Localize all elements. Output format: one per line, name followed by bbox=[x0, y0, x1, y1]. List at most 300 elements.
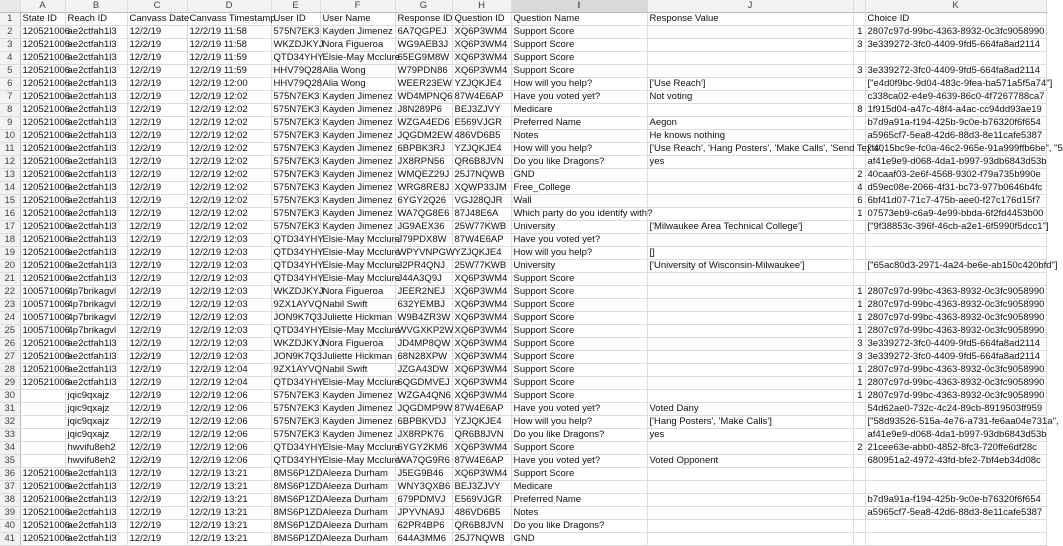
table-cell[interactable]: 25J7NQWB bbox=[452, 169, 511, 182]
row-number[interactable]: 2 bbox=[0, 26, 20, 39]
table-cell[interactable]: GND bbox=[511, 169, 647, 182]
table-cell[interactable] bbox=[853, 429, 865, 442]
table-cell[interactable]: ["65ac80d3-2971-4a24-be6e-ab150c420bfd"] bbox=[865, 260, 1046, 273]
table-cell[interactable]: Choice ID bbox=[865, 13, 1046, 26]
table-cell[interactable]: JEER2NEJ bbox=[395, 286, 452, 299]
table-cell[interactable]: Kayden Jimenez bbox=[320, 117, 395, 130]
table-cell[interactable]: 2807c97d-99bc-4363-8932-0c3fc9058990 bbox=[865, 377, 1046, 390]
row-number[interactable]: 23 bbox=[0, 299, 20, 312]
table-cell[interactable]: 12/2/19 13:21 bbox=[187, 507, 271, 520]
table-cell[interactable]: 120521006 bbox=[20, 156, 65, 169]
table-cell[interactable]: 120521006 bbox=[20, 364, 65, 377]
table-cell[interactable]: 120521006 bbox=[20, 91, 65, 104]
table-cell[interactable]: QR6B8JVN bbox=[452, 156, 511, 169]
table-cell[interactable]: 12/2/19 12:03 bbox=[187, 286, 271, 299]
table-cell[interactable]: WNY3QXB6 bbox=[395, 481, 452, 494]
table-cell[interactable]: Medicare bbox=[511, 104, 647, 117]
table-cell[interactable]: 3 bbox=[853, 39, 865, 52]
column-header-d[interactable]: D bbox=[187, 0, 271, 13]
table-cell[interactable]: QTD34YHY bbox=[271, 442, 320, 455]
table-cell[interactable] bbox=[647, 442, 853, 455]
row-number[interactable]: 30 bbox=[0, 390, 20, 403]
table-cell[interactable]: ae2ctfah1l3 bbox=[65, 247, 127, 260]
table-cell[interactable]: 575N7EK3 bbox=[271, 390, 320, 403]
table-cell[interactable]: Not voting bbox=[647, 91, 853, 104]
table-cell[interactable]: QTD34YHY bbox=[271, 52, 320, 65]
table-cell[interactable] bbox=[853, 494, 865, 507]
table-cell[interactable]: ["4015bc9e-fc0a-46c2-965e-91a999ffb6be", "5 bbox=[865, 143, 1046, 156]
table-cell[interactable]: J79PDX8W bbox=[395, 234, 452, 247]
row-number[interactable]: 1 bbox=[0, 13, 20, 26]
table-cell[interactable] bbox=[647, 52, 853, 65]
table-cell[interactable] bbox=[647, 182, 853, 195]
table-cell[interactable]: 25W77KWB bbox=[452, 260, 511, 273]
table-cell[interactable] bbox=[20, 416, 65, 429]
table-cell[interactable] bbox=[647, 65, 853, 78]
table-cell[interactable]: WA7QG9R6 bbox=[395, 455, 452, 468]
table-cell[interactable] bbox=[647, 468, 853, 481]
row-number[interactable]: 19 bbox=[0, 247, 20, 260]
table-cell[interactable]: 12/2/19 11:59 bbox=[187, 52, 271, 65]
table-cell[interactable]: 3e339272-3fc0-4409-9fd5-664fa8ad2114 bbox=[865, 351, 1046, 364]
table-cell[interactable]: WKZDJKYJ bbox=[271, 286, 320, 299]
table-cell[interactable] bbox=[853, 234, 865, 247]
table-cell[interactable]: How will you help? bbox=[511, 247, 647, 260]
table-cell[interactable]: 12/2/19 bbox=[127, 377, 187, 390]
table-cell[interactable]: QTD34YHY bbox=[271, 260, 320, 273]
table-cell[interactable]: jqic9qxajz bbox=[65, 429, 127, 442]
row-number[interactable]: 5 bbox=[0, 65, 20, 78]
table-cell[interactable]: 575N7EK3 bbox=[271, 169, 320, 182]
table-cell[interactable]: Nora Figueroa bbox=[320, 338, 395, 351]
table-cell[interactable]: 25J7NQWB bbox=[452, 533, 511, 546]
table-cell[interactable]: 2807c97d-99bc-4363-8932-0c3fc9058990 bbox=[865, 325, 1046, 338]
table-cell[interactable]: ["e4d0f9bc-9d04-483c-9fea-ba571a5f5a74"] bbox=[865, 78, 1046, 91]
table-cell[interactable]: 120521006 bbox=[20, 494, 65, 507]
table-cell[interactable] bbox=[20, 403, 65, 416]
table-cell[interactable]: Elsie-May Mcclure bbox=[320, 325, 395, 338]
table-cell[interactable]: 679PDMVJ bbox=[395, 494, 452, 507]
table-cell[interactable]: XQWP33JM bbox=[452, 182, 511, 195]
table-cell[interactable]: BEJ3ZJVY bbox=[452, 104, 511, 117]
table-cell[interactable]: Preferred Name bbox=[511, 494, 647, 507]
row-number[interactable]: 31 bbox=[0, 403, 20, 416]
table-cell[interactable] bbox=[647, 312, 853, 325]
table-cell[interactable] bbox=[853, 247, 865, 260]
table-cell[interactable]: Kayden Jimenez bbox=[320, 130, 395, 143]
table-cell[interactable]: 1 bbox=[853, 286, 865, 299]
table-cell[interactable]: Support Score bbox=[511, 312, 647, 325]
table-cell[interactable]: XQ6P3WM4 bbox=[452, 325, 511, 338]
table-cell[interactable]: QTD34YHY bbox=[271, 273, 320, 286]
table-cell[interactable]: 62PR4BP6 bbox=[395, 520, 452, 533]
table-cell[interactable] bbox=[647, 351, 853, 364]
row-number[interactable]: 21 bbox=[0, 273, 20, 286]
table-cell[interactable]: 12/2/19 bbox=[127, 156, 187, 169]
table-cell[interactable]: jqic9qxajz bbox=[65, 416, 127, 429]
table-cell[interactable]: 12/2/19 bbox=[127, 533, 187, 546]
table-cell[interactable]: Kayden Jimenez bbox=[320, 91, 395, 104]
table-cell[interactable]: 1 bbox=[853, 377, 865, 390]
select-all-corner[interactable] bbox=[0, 0, 20, 13]
table-cell[interactable]: ['Use Reach', 'Hang Posters', 'Make Calls', 'Send Texts', bbox=[647, 143, 853, 156]
table-cell[interactable] bbox=[647, 377, 853, 390]
table-cell[interactable]: QTD34YHY bbox=[271, 377, 320, 390]
table-cell[interactable]: 575N7EK3 bbox=[271, 130, 320, 143]
table-cell[interactable]: 12/2/19 bbox=[127, 26, 187, 39]
table-cell[interactable]: J44A3Q9J bbox=[395, 273, 452, 286]
table-cell[interactable]: 120521006 bbox=[20, 117, 65, 130]
table-cell[interactable]: 575N7EK3 bbox=[271, 104, 320, 117]
table-cell[interactable] bbox=[853, 221, 865, 234]
table-cell[interactable]: ae2ctfah1l3 bbox=[65, 533, 127, 546]
table-cell[interactable]: Kayden Jimenez bbox=[320, 143, 395, 156]
table-cell[interactable]: Wall bbox=[511, 195, 647, 208]
table-cell[interactable]: JX8RPK76 bbox=[395, 429, 452, 442]
table-cell[interactable]: 575N7EK3 bbox=[271, 117, 320, 130]
table-cell[interactable]: ae2ctfah1l3 bbox=[65, 156, 127, 169]
table-cell[interactable]: JQGDMP9W bbox=[395, 403, 452, 416]
table-cell[interactable]: 12/2/19 13:21 bbox=[187, 481, 271, 494]
table-cell[interactable]: 120521006 bbox=[20, 78, 65, 91]
table-cell[interactable]: JD4MP8QW bbox=[395, 338, 452, 351]
table-cell[interactable]: 12/2/19 12:03 bbox=[187, 338, 271, 351]
table-cell[interactable]: XQ6P3WM4 bbox=[452, 65, 511, 78]
table-cell[interactable] bbox=[20, 455, 65, 468]
table-cell[interactable]: 9ZX1AYVQ bbox=[271, 299, 320, 312]
table-cell[interactable]: 3e339272-3fc0-4409-9fd5-664fa8ad2114 bbox=[865, 65, 1046, 78]
row-number[interactable]: 34 bbox=[0, 442, 20, 455]
table-cell[interactable]: 1 bbox=[853, 325, 865, 338]
table-cell[interactable]: Elsie-May Mcclure bbox=[320, 377, 395, 390]
table-cell[interactable]: Aleeza Durham bbox=[320, 507, 395, 520]
table-cell[interactable]: Aegon bbox=[647, 117, 853, 130]
table-cell[interactable]: 2807c97d-99bc-4363-8932-0c3fc9058990 bbox=[865, 299, 1046, 312]
table-cell[interactable]: XQ6P3WM4 bbox=[452, 39, 511, 52]
table-cell[interactable]: E569VJGR bbox=[452, 494, 511, 507]
table-cell[interactable]: Have you voted yet? bbox=[511, 403, 647, 416]
table-cell[interactable]: ae2ctfah1l3 bbox=[65, 143, 127, 156]
table-cell[interactable]: 12/2/19 12:00 bbox=[187, 78, 271, 91]
table-cell[interactable]: 1 bbox=[853, 364, 865, 377]
table-cell[interactable]: Juliette Hickman bbox=[320, 312, 395, 325]
table-cell[interactable]: XQ6P3WM4 bbox=[452, 299, 511, 312]
row-number[interactable]: 17 bbox=[0, 221, 20, 234]
table-cell[interactable]: d59ec08e-2066-4f31-bc73-977b0646b4fc bbox=[865, 182, 1046, 195]
table-cell[interactable]: Alia Wong bbox=[320, 65, 395, 78]
table-cell[interactable]: 9ZX1AYVQ bbox=[271, 364, 320, 377]
table-cell[interactable]: c338ca02-e4e9-4639-86c0-4f7267788ca7 bbox=[865, 91, 1046, 104]
table-cell[interactable]: 87J48E6A bbox=[452, 208, 511, 221]
table-cell[interactable]: Support Score bbox=[511, 442, 647, 455]
table-cell[interactable]: ae2ctfah1l3 bbox=[65, 260, 127, 273]
table-cell[interactable]: 12/2/19 12:03 bbox=[187, 273, 271, 286]
table-cell[interactable]: ae2ctfah1l3 bbox=[65, 273, 127, 286]
table-cell[interactable]: Elsie-May Mcclure bbox=[320, 442, 395, 455]
table-cell[interactable]: 1 bbox=[853, 390, 865, 403]
table-cell[interactable]: 120521006 bbox=[20, 130, 65, 143]
table-cell[interactable]: 12/2/19 bbox=[127, 390, 187, 403]
table-cell[interactable]: JQGDM2EW bbox=[395, 130, 452, 143]
table-cell[interactable] bbox=[865, 520, 1046, 533]
table-cell[interactable]: WMQEZ29J bbox=[395, 169, 452, 182]
table-cell[interactable]: 120521006 bbox=[20, 481, 65, 494]
table-cell[interactable]: 6BPBK3RJ bbox=[395, 143, 452, 156]
table-cell[interactable]: 486VD6B5 bbox=[452, 130, 511, 143]
table-cell[interactable]: 12/2/19 bbox=[127, 403, 187, 416]
table-cell[interactable]: 12/2/19 12:06 bbox=[187, 455, 271, 468]
table-cell[interactable]: Juliette Hickman bbox=[320, 351, 395, 364]
table-cell[interactable]: 1f915d04-a47c-48f4-a4ac-cc94dd93ae19 bbox=[865, 104, 1046, 117]
table-cell[interactable]: ['Use Reach'] bbox=[647, 78, 853, 91]
table-cell[interactable]: ['Milwaukee Area Technical College'] bbox=[647, 221, 853, 234]
table-cell[interactable]: ae2ctfah1l3 bbox=[65, 195, 127, 208]
table-cell[interactable]: 6YGY2KM6 bbox=[395, 442, 452, 455]
table-cell[interactable]: 54d62ae0-732c-4c24-89cb-8919503ff959 bbox=[865, 403, 1046, 416]
table-cell[interactable]: b7d9a91a-f194-425b-9c0e-b76320f6f654 bbox=[865, 494, 1046, 507]
table-cell[interactable]: 12/2/19 bbox=[127, 247, 187, 260]
table-cell[interactable]: Have you voted yet? bbox=[511, 91, 647, 104]
table-cell[interactable]: 12/2/19 bbox=[127, 416, 187, 429]
table-cell[interactable]: 87W4E6AP bbox=[452, 91, 511, 104]
table-cell[interactable]: WPYVNPGW bbox=[395, 247, 452, 260]
table-cell[interactable]: 12/2/19 bbox=[127, 364, 187, 377]
table-cell[interactable]: ae2ctfah1l3 bbox=[65, 91, 127, 104]
table-cell[interactable]: 12/2/19 12:02 bbox=[187, 195, 271, 208]
table-cell[interactable]: ae2ctfah1l3 bbox=[65, 65, 127, 78]
table-cell[interactable]: 120521006 bbox=[20, 182, 65, 195]
table-cell[interactable]: ["58d93526-515a-4e76-a731-fe6aa04e731a", bbox=[865, 416, 1046, 429]
table-cell[interactable]: 100571006 bbox=[20, 312, 65, 325]
table-cell[interactable]: Support Score bbox=[511, 26, 647, 39]
table-cell[interactable]: af41e9e9-d068-4da1-b997-93db6843d53b bbox=[865, 429, 1046, 442]
table-cell[interactable]: 8 bbox=[853, 104, 865, 117]
table-cell[interactable]: 100571006 bbox=[20, 325, 65, 338]
table-cell[interactable]: Kayden Jimenez bbox=[320, 208, 395, 221]
table-cell[interactable] bbox=[20, 390, 65, 403]
table-cell[interactable]: 12/2/19 11:59 bbox=[187, 65, 271, 78]
table-cell[interactable]: ae2ctfah1l3 bbox=[65, 520, 127, 533]
table-cell[interactable]: JZGA43DW bbox=[395, 364, 452, 377]
table-cell[interactable]: QR6B8JVN bbox=[452, 520, 511, 533]
table-cell[interactable]: ae2ctfah1l3 bbox=[65, 364, 127, 377]
table-cell[interactable]: 12/2/19 12:04 bbox=[187, 364, 271, 377]
table-cell[interactable] bbox=[853, 260, 865, 273]
table-cell[interactable]: Nora Figueroa bbox=[320, 39, 395, 52]
table-cell[interactable]: Support Score bbox=[511, 65, 647, 78]
table-cell[interactable]: [] bbox=[647, 247, 853, 260]
table-cell[interactable]: E569VJGR bbox=[452, 117, 511, 130]
row-number[interactable]: 24 bbox=[0, 312, 20, 325]
table-cell[interactable]: How will you help? bbox=[511, 416, 647, 429]
table-cell[interactable]: Nabil Swift bbox=[320, 299, 395, 312]
table-cell[interactable]: a5965cf7-5ea8-42d6-88d3-8e11cafe5387 bbox=[865, 130, 1046, 143]
table-cell[interactable]: YZJQKJE4 bbox=[452, 416, 511, 429]
table-cell[interactable]: JPYVNA9J bbox=[395, 507, 452, 520]
table-cell[interactable]: af41e9e9-d068-4da1-b997-93db6843d53b bbox=[865, 156, 1046, 169]
table-cell[interactable]: HHV79Q28 bbox=[271, 65, 320, 78]
row-number[interactable]: 7 bbox=[0, 91, 20, 104]
table-cell[interactable]: 12/2/19 13:21 bbox=[187, 520, 271, 533]
table-cell[interactable]: 575N7EK3 bbox=[271, 429, 320, 442]
table-cell[interactable]: Kayden Jimenez bbox=[320, 195, 395, 208]
table-cell[interactable] bbox=[20, 429, 65, 442]
table-cell[interactable]: JG9AEX36 bbox=[395, 221, 452, 234]
table-cell[interactable] bbox=[853, 416, 865, 429]
table-cell[interactable]: User ID bbox=[271, 13, 320, 26]
table-cell[interactable]: ae2ctfah1l3 bbox=[65, 130, 127, 143]
table-cell[interactable]: 12/2/19 bbox=[127, 104, 187, 117]
table-cell[interactable]: ['University of Wisconsin-Milwaukee'] bbox=[647, 260, 853, 273]
table-cell[interactable] bbox=[647, 520, 853, 533]
table-cell[interactable]: Aleeza Durham bbox=[320, 520, 395, 533]
table-cell[interactable] bbox=[647, 234, 853, 247]
table-cell[interactable]: Preferred Name bbox=[511, 117, 647, 130]
row-number[interactable]: 36 bbox=[0, 468, 20, 481]
table-cell[interactable]: 12/2/19 bbox=[127, 260, 187, 273]
row-number[interactable]: 37 bbox=[0, 481, 20, 494]
table-cell[interactable] bbox=[865, 481, 1046, 494]
table-cell[interactable]: Elsie-May Mcclure bbox=[320, 234, 395, 247]
table-cell[interactable]: Kayden Jimenez bbox=[320, 221, 395, 234]
table-cell[interactable] bbox=[647, 338, 853, 351]
row-number[interactable]: 18 bbox=[0, 234, 20, 247]
table-cell[interactable]: 12/2/19 12:02 bbox=[187, 182, 271, 195]
table-cell[interactable]: 12/2/19 bbox=[127, 520, 187, 533]
table-cell[interactable]: 12/2/19 12:06 bbox=[187, 442, 271, 455]
table-cell[interactable]: Support Score bbox=[511, 338, 647, 351]
table-cell[interactable] bbox=[853, 403, 865, 416]
table-cell[interactable]: Have you voted yet? bbox=[511, 234, 647, 247]
table-cell[interactable] bbox=[647, 507, 853, 520]
table-cell[interactable]: yes bbox=[647, 156, 853, 169]
table-cell[interactable]: 12/2/19 bbox=[127, 338, 187, 351]
table-cell[interactable]: 120521006 bbox=[20, 221, 65, 234]
table-cell[interactable]: 8MS6P1ZD bbox=[271, 468, 320, 481]
table-cell[interactable]: QTD34YHY bbox=[271, 455, 320, 468]
table-cell[interactable]: 87W4E6AP bbox=[452, 234, 511, 247]
table-cell[interactable]: Kayden Jimenez bbox=[320, 429, 395, 442]
table-cell[interactable]: 12/2/19 13:21 bbox=[187, 468, 271, 481]
row-number[interactable]: 10 bbox=[0, 130, 20, 143]
table-cell[interactable]: 12/2/19 12:02 bbox=[187, 130, 271, 143]
table-cell[interactable]: 12/2/19 12:03 bbox=[187, 312, 271, 325]
table-cell[interactable]: 100571006 bbox=[20, 299, 65, 312]
table-cell[interactable]: 100571006 bbox=[20, 286, 65, 299]
table-cell[interactable]: ae2ctfah1l3 bbox=[65, 26, 127, 39]
table-cell[interactable] bbox=[865, 533, 1046, 546]
column-header-e[interactable]: E bbox=[271, 0, 320, 13]
table-cell[interactable]: ae2ctfah1l3 bbox=[65, 169, 127, 182]
table-cell[interactable] bbox=[647, 286, 853, 299]
table-cell[interactable]: Do you like Dragons? bbox=[511, 520, 647, 533]
table-cell[interactable] bbox=[853, 13, 865, 26]
row-number[interactable]: 3 bbox=[0, 39, 20, 52]
table-cell[interactable]: XQ6P3WM4 bbox=[452, 312, 511, 325]
table-cell[interactable]: Kayden Jimenez bbox=[320, 182, 395, 195]
table-cell[interactable]: 12/2/19 12:03 bbox=[187, 234, 271, 247]
table-cell[interactable]: ['Hang Posters', 'Make Calls'] bbox=[647, 416, 853, 429]
table-cell[interactable]: Support Score bbox=[511, 52, 647, 65]
table-cell[interactable]: User Name bbox=[320, 13, 395, 26]
table-cell[interactable]: 12/2/19 bbox=[127, 52, 187, 65]
table-cell[interactable]: JON9K7Q3 bbox=[271, 312, 320, 325]
table-cell[interactable]: 4p7brikagvl bbox=[65, 286, 127, 299]
table-cell[interactable]: 12/2/19 12:03 bbox=[187, 325, 271, 338]
table-cell[interactable] bbox=[853, 468, 865, 481]
table-cell[interactable]: ae2ctfah1l3 bbox=[65, 104, 127, 117]
table-cell[interactable]: 8MS6P1ZD bbox=[271, 507, 320, 520]
table-cell[interactable]: 3e339272-3fc0-4409-9fd5-664fa8ad2114 bbox=[865, 338, 1046, 351]
table-cell[interactable]: W79PDN86 bbox=[395, 65, 452, 78]
table-cell[interactable]: 40caaf03-2e6f-4568-9302-f79a735b990e bbox=[865, 169, 1046, 182]
table-cell[interactable] bbox=[647, 273, 853, 286]
table-cell[interactable]: 644A3MM6 bbox=[395, 533, 452, 546]
table-cell[interactable]: 12/2/19 12:02 bbox=[187, 117, 271, 130]
table-cell[interactable]: BEJ3ZJVY bbox=[452, 481, 511, 494]
table-cell[interactable]: 4p7brikagvl bbox=[65, 299, 127, 312]
table-cell[interactable]: 12/2/19 12:02 bbox=[187, 143, 271, 156]
table-cell[interactable]: Support Score bbox=[511, 351, 647, 364]
table-cell[interactable]: Kayden Jimenez bbox=[320, 403, 395, 416]
table-cell[interactable] bbox=[647, 169, 853, 182]
table-cell[interactable]: WKZDJKYJ bbox=[271, 39, 320, 52]
table-cell[interactable]: ae2ctfah1l3 bbox=[65, 494, 127, 507]
table-cell[interactable]: XQ6P3WM4 bbox=[452, 364, 511, 377]
table-cell[interactable]: Kayden Jimenez bbox=[320, 416, 395, 429]
table-cell[interactable]: Elsie-May Mcclure bbox=[320, 455, 395, 468]
table-cell[interactable] bbox=[853, 78, 865, 91]
table-cell[interactable]: ae2ctfah1l3 bbox=[65, 507, 127, 520]
table-cell[interactable]: Support Score bbox=[511, 364, 647, 377]
table-cell[interactable]: Aleeza Durham bbox=[320, 494, 395, 507]
table-cell[interactable]: 4p7brikagvl bbox=[65, 325, 127, 338]
table-cell[interactable]: 12/2/19 bbox=[127, 65, 187, 78]
row-number[interactable]: 32 bbox=[0, 416, 20, 429]
column-header-h[interactable]: H bbox=[452, 0, 511, 13]
table-cell[interactable]: 6QGDMVEJ bbox=[395, 377, 452, 390]
table-cell[interactable]: 575N7EK3 bbox=[271, 195, 320, 208]
column-header-j[interactable]: J bbox=[647, 0, 853, 13]
table-cell[interactable]: Do you like Dragons? bbox=[511, 429, 647, 442]
table-cell[interactable]: Aleeza Durham bbox=[320, 481, 395, 494]
table-cell[interactable] bbox=[865, 273, 1046, 286]
table-cell[interactable]: WG9AEB3J bbox=[395, 39, 452, 52]
table-cell[interactable] bbox=[647, 494, 853, 507]
table-cell[interactable]: 87W4E6AP bbox=[452, 455, 511, 468]
table-cell[interactable]: Voted Dany bbox=[647, 403, 853, 416]
table-cell[interactable]: 12/2/19 bbox=[127, 442, 187, 455]
table-cell[interactable] bbox=[647, 208, 853, 221]
table-cell[interactable]: XQ6P3WM4 bbox=[452, 286, 511, 299]
table-cell[interactable]: ae2ctfah1l3 bbox=[65, 351, 127, 364]
table-cell[interactable]: 12/2/19 bbox=[127, 325, 187, 338]
row-number[interactable]: 12 bbox=[0, 156, 20, 169]
table-cell[interactable]: a5965cf7-5ea8-42d6-88d3-8e11cafe5387 bbox=[865, 507, 1046, 520]
table-cell[interactable]: hwvifu8eh2 bbox=[65, 455, 127, 468]
table-cell[interactable]: 12/2/19 12:02 bbox=[187, 104, 271, 117]
table-cell[interactable]: Free_College bbox=[511, 182, 647, 195]
table-cell[interactable]: 6YGY2Q26 bbox=[395, 195, 452, 208]
table-cell[interactable] bbox=[853, 507, 865, 520]
table-cell[interactable]: 12/2/19 bbox=[127, 182, 187, 195]
table-cell[interactable]: 575N7EK3 bbox=[271, 403, 320, 416]
table-cell[interactable]: 6A7QGPEJ bbox=[395, 26, 452, 39]
table-cell[interactable]: WD4MPNQ6 bbox=[395, 91, 452, 104]
table-cell[interactable]: 120521006 bbox=[20, 143, 65, 156]
table-cell[interactable]: 12/2/19 bbox=[127, 273, 187, 286]
table-cell[interactable]: 12/2/19 bbox=[127, 208, 187, 221]
